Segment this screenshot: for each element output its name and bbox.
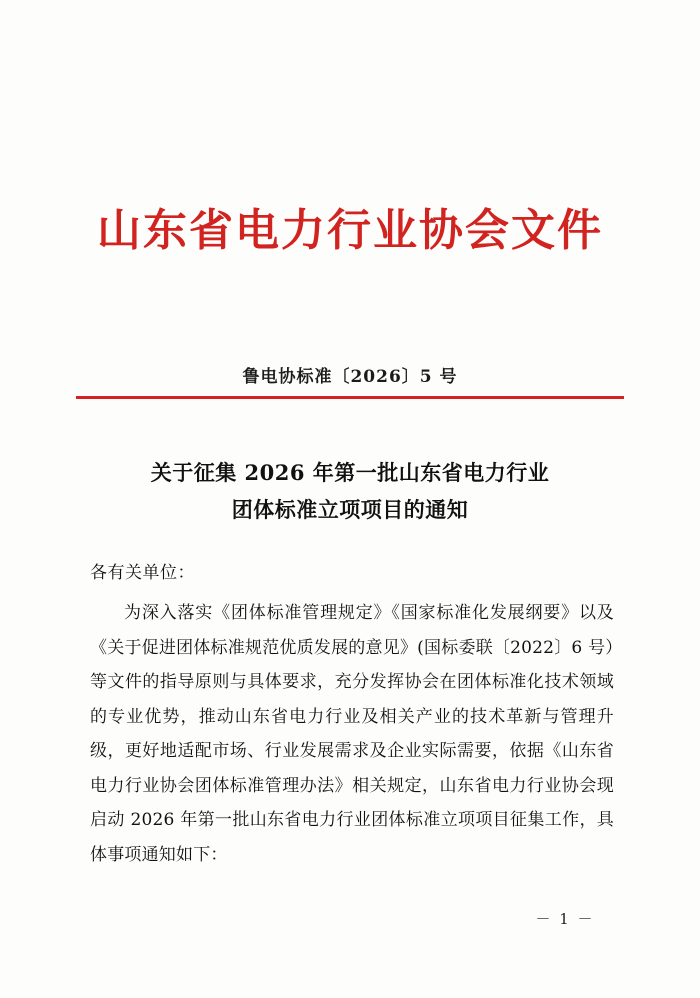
salutation: 各有关单位：: [90, 563, 195, 583]
red-divider-rule: [76, 396, 624, 399]
document-title: [0, 455, 700, 529]
document-title-line-1: 关于征集 2026 年第一批山东省电力行业: [150, 460, 550, 485]
organization-masthead-title: 山东省电力行业协会文件: [97, 205, 603, 256]
page-number: － 1 －: [535, 910, 595, 928]
document-title-line-2: 团体标准立项项目的通知: [231, 496, 469, 522]
body-paragraph: 为深入落实《团体标准管理规定》《国家标准化发展纲要》以及《关于促进团体标准规范优质发展的意见》(国标委联〔2022〕6 号）等文件的指导原则与具体要求，充分发挥协会在团体标准化技术领域的专业优势，推动山东省电力行业及相关产业的技术革新与管理升级，更好地适配市场、行业发展需求及企业实际需要，依据《山东省电力行业协会团体标准管理办法》相关规定，山东省电力行业协会现启动 2026 年第一批山东省电力行业团体标准立项项目征集工作，具体事项通知如下：: [90, 603, 614, 865]
document-number: 鲁电协标准〔2026〕5 号: [242, 367, 458, 387]
